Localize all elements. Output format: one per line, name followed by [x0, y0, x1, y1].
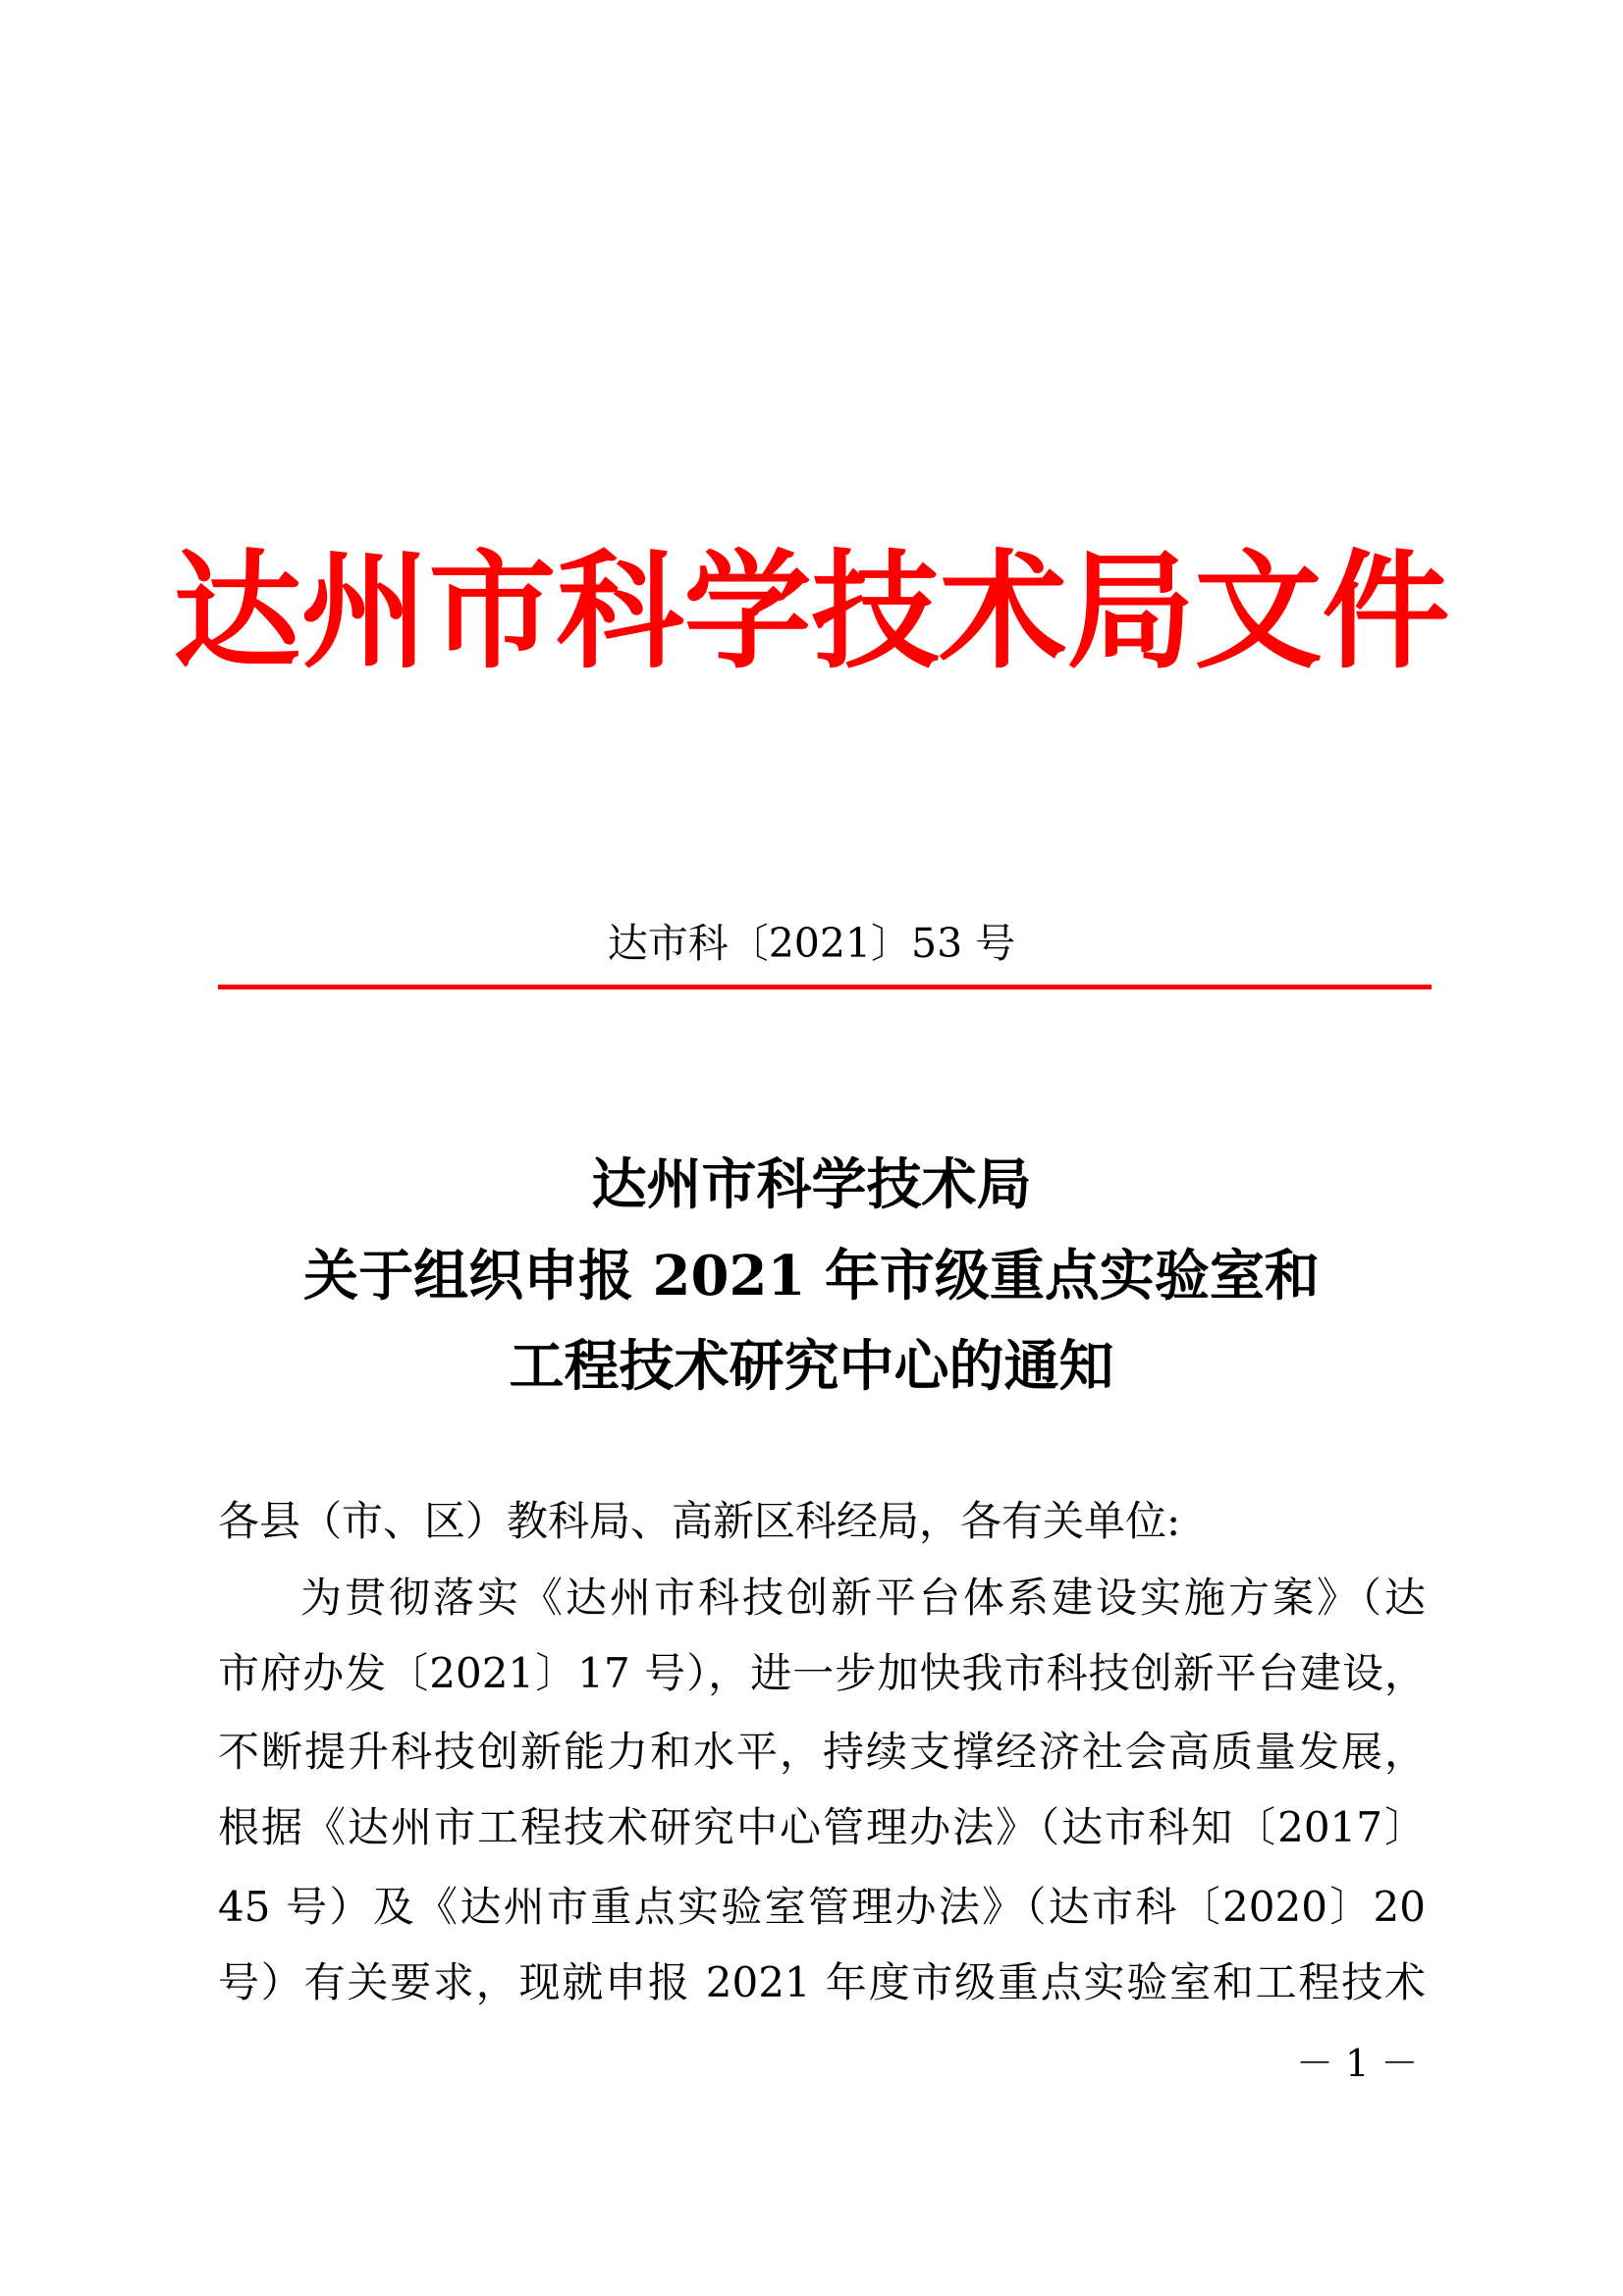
page-number: － 1 －	[1296, 2042, 1419, 2085]
document-number: 达市科〔2021〕53 号	[607, 920, 1016, 967]
body-line-5: 45 号）及《达州市重点实验室管理办法》（达市科〔2020〕20	[218, 1883, 1426, 1931]
body-line-1: 为贯彻落实《达州市科技创新平台体系建设实施方案》（达	[300, 1574, 1426, 1622]
body-line-2: 市府办发〔2021〕17 号），进一步加快我市科技创新平台建设，	[218, 1649, 1426, 1697]
notice-title-line-1: 达州市科学技术局	[591, 1152, 1032, 1217]
body-line-4: 根据《达州市工程技术研究中心管理办法》（达市科知〔2017〕	[218, 1803, 1426, 1851]
salutation: 各县（市、区）教科局、高新区科经局，各有关单位:	[218, 1497, 1181, 1545]
notice-title-line-2: 关于组织申报 2021 年市级重点实验室和	[303, 1244, 1320, 1308]
red-divider-line	[218, 985, 1432, 989]
agency-header-title: 达州市科学技术局文件	[173, 537, 1450, 686]
body-line-3: 不断提升科技创新能力和水平，持续支撑经济社会高质量发展，	[218, 1728, 1426, 1776]
body-line-6: 号）有关要求，现就申报 2021 年度市级重点实验室和工程技术	[218, 1958, 1426, 2006]
notice-title-line-3: 工程技术研究中心的通知	[509, 1334, 1114, 1399]
